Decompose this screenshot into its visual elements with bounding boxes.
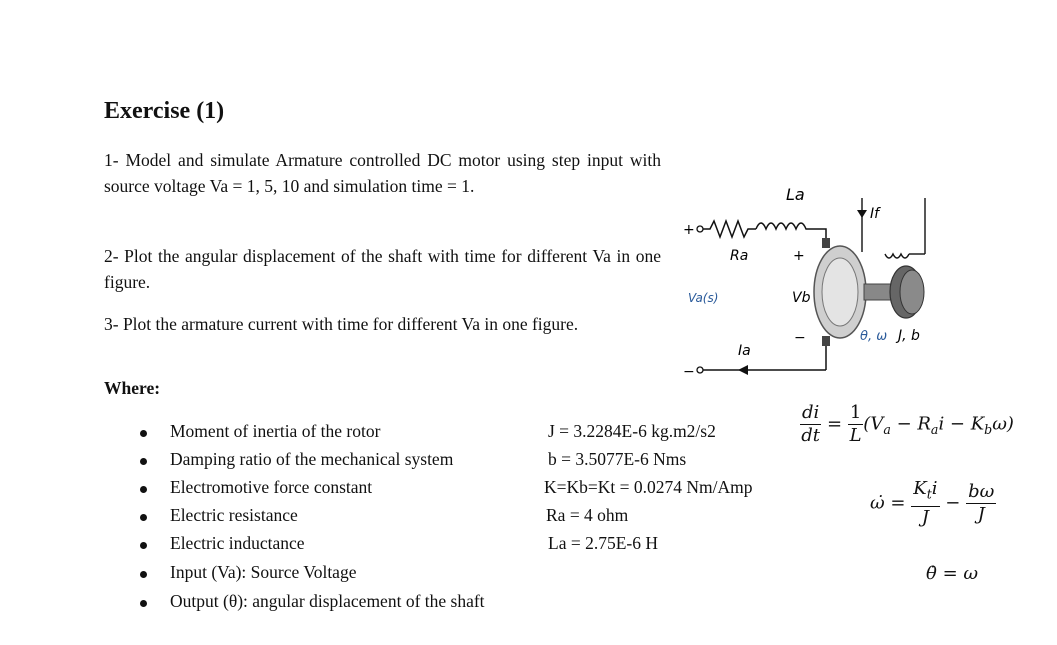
label-j-b: J, b — [898, 328, 920, 344]
current-arrow — [738, 365, 748, 375]
param-label-damping: Damping ratio of the mechanical system — [170, 449, 454, 469]
minus-vb: − — [794, 330, 806, 346]
resistor-symbol — [703, 221, 756, 237]
field-current-arrow — [857, 210, 867, 218]
param-label-emf: Electromotive force constant — [170, 477, 373, 497]
label-la: La — [786, 185, 805, 204]
bullet — [140, 430, 147, 437]
motor-face — [822, 258, 858, 326]
brush-bottom — [822, 336, 830, 346]
label-ia: Ia — [738, 343, 751, 359]
label-ra: Ra — [730, 248, 749, 264]
label-if: If — [870, 206, 880, 222]
task-3: 3- Plot the armature current with time for different Va in one figure. — [104, 314, 579, 334]
equation-theta: θ̇ = ω — [926, 563, 979, 584]
brush-top — [822, 238, 830, 248]
param-value-resistance: Ra = 4 ohm — [546, 505, 629, 525]
terminal-top — [697, 226, 703, 232]
param-label-inductance: Electric inductance — [170, 533, 305, 553]
plus-terminal: + — [683, 222, 695, 238]
bullet — [140, 571, 147, 578]
field-winding — [885, 254, 909, 258]
minus-terminal: − — [683, 364, 695, 380]
label-vb: Vb — [792, 290, 811, 306]
where-label: Where: — [104, 378, 161, 398]
label-vas: Va(s) — [688, 291, 719, 305]
terminal-bottom — [697, 367, 703, 373]
param-label-resistance: Electric resistance — [170, 505, 298, 525]
param-label-output: Output (θ): angular displacement of the shaft — [170, 591, 485, 611]
bullet — [140, 458, 147, 465]
param-value-inertia: J = 3.2284E-6 kg.m2/s2 — [548, 421, 716, 441]
page-title: Exercise (1) — [104, 98, 225, 124]
bullet — [140, 486, 147, 493]
param-label-input: Input (Va): Source Voltage — [170, 562, 357, 582]
load-face — [900, 270, 924, 314]
equation-current: $\frac{di}{dt}$ = $\frac{1}{L}$ $(V_a - R_ai - K_b\omega)$ — [801, 402, 1014, 446]
bullet — [140, 514, 147, 521]
equation-omega: ω̇ = $\frac{K_ti}{J}$ − $\frac{b\omega}{J}$ — [870, 478, 995, 528]
task-1: 1- Model and simulate Armature controlled DC motor using step input with source voltage Va = 1, 5, 10 and simulation time = 1. — [104, 150, 661, 196]
param-value-inductance: La = 2.75E-6 H — [548, 533, 658, 553]
param-label-inertia: Moment of inertia of the rotor — [170, 421, 381, 441]
dc-motor-circuit-diagram — [680, 180, 940, 380]
task-2: 2- Plot the angular displacement of the shaft with time for different Va in one figure. — [104, 246, 661, 292]
inductor-symbol — [756, 223, 826, 240]
plus-vb: + — [793, 248, 805, 264]
bullet — [140, 600, 147, 607]
bullet — [140, 542, 147, 549]
param-value-damping: b = 3.5077E-6 Nms — [548, 449, 687, 469]
label-theta-omega: θ, ω — [860, 329, 888, 344]
param-value-emf: K=Kb=Kt = 0.0274 Nm/Amp — [544, 477, 753, 497]
